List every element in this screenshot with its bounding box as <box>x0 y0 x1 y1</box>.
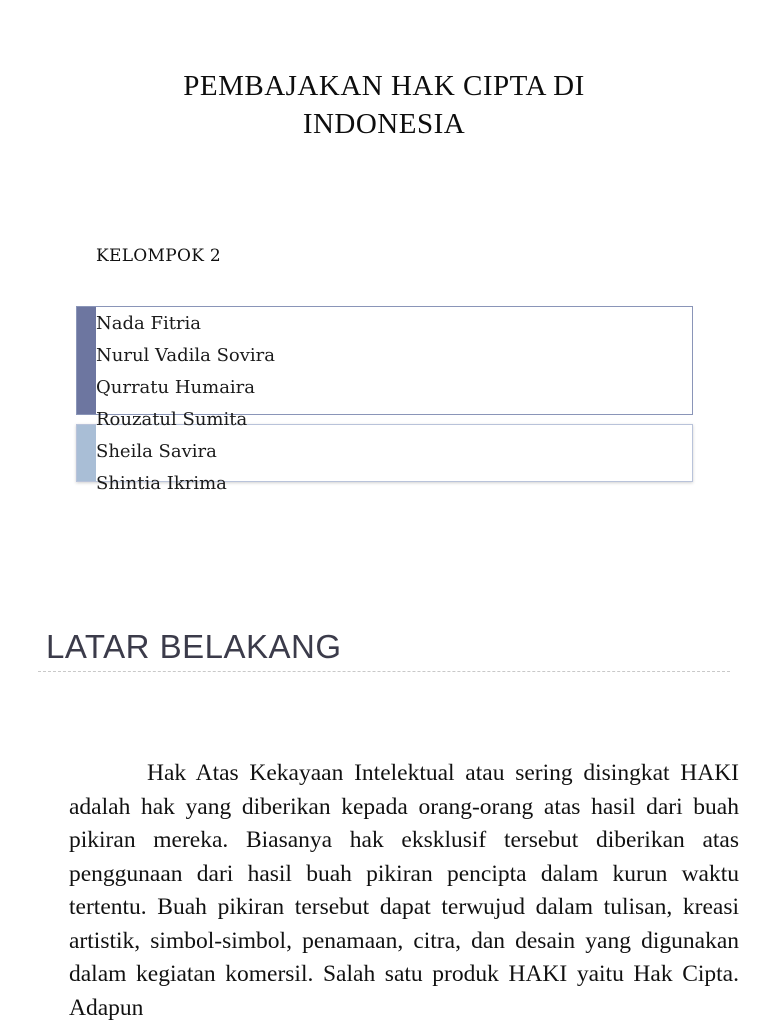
slide-title-line-1: PEMBAJAKAN HAK CIPTA DI <box>183 70 585 103</box>
slide-title-line-2: INDONESIA <box>302 108 466 141</box>
body-paragraph: Hak Atas Kekayaan Intelektual atau sering disingkat HAKI adalah hak yang diberikan kepada orang-orang atas hasil dari buah pikiran mereka. Biasanya hak eksklusif tersebut diberikan atas penggunaan dari hasil buah pikiran pencipta dalam kurun waktu tertentu. Buah pikiran tersebut dapat terwujud dalam tulisan, kreasi artistik, simbol-simbol, penamaan, citra, dan desain yang digunakan dalam kegiatan komersil. Salah satu produk HAKI yaitu Hak Cipta. Adapun <box>69 760 739 1021</box>
member-item: Nurul Vadila Sovira <box>96 345 276 366</box>
member-item: Rouzatul Sumita <box>96 409 248 430</box>
accent-bar-light <box>77 425 96 481</box>
member-item: Nada Fitria <box>96 313 202 334</box>
member-item: Sheila Savira <box>96 441 217 462</box>
member-item: Qurratu Humaira <box>96 377 256 398</box>
group-label: KELOMPOK 2 <box>96 246 222 266</box>
member-list <box>96 308 275 500</box>
slide-title <box>84 67 684 143</box>
member-item: Shintia Ikrima <box>96 473 227 494</box>
accent-bar-dark <box>77 307 96 414</box>
section-divider <box>38 671 730 672</box>
section-heading: LATAR BELAKANG <box>46 628 342 665</box>
